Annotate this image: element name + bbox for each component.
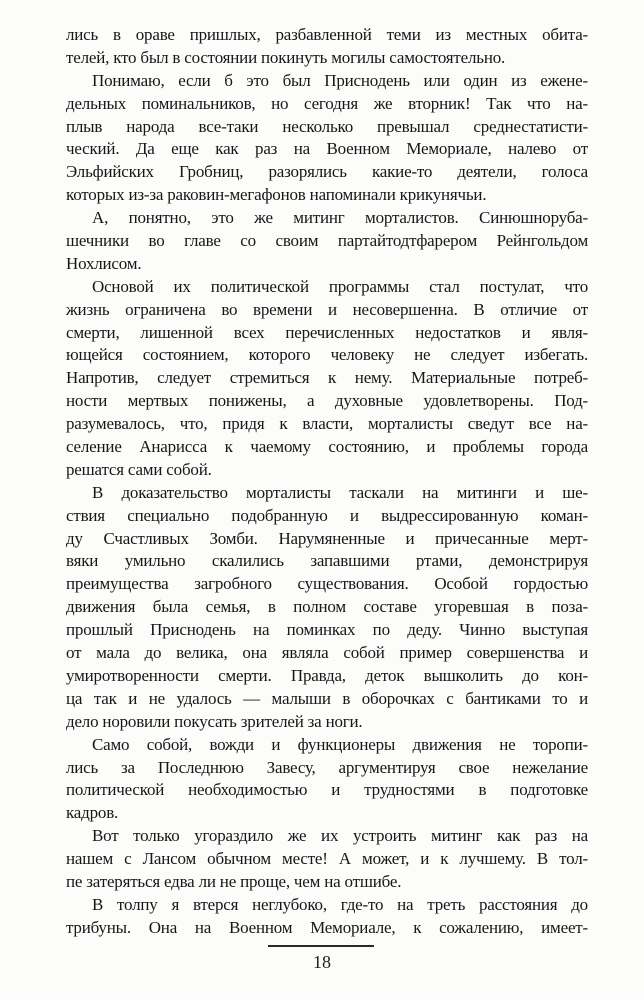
text-line: Эльфийских Гробниц, разорялись какие-то деятели, голоса: [66, 162, 588, 182]
text-line: политической необходимостью и трудностями в подготовке: [66, 780, 588, 800]
footer-rule: [268, 945, 374, 947]
text-line: ческий. Да еще как раз на Военном Мемориале, налево от: [66, 139, 588, 159]
text-line: ца так и не удалось — малыши в оборочках с бантиками то и: [66, 688, 588, 708]
body-text: [66, 24, 588, 940]
text-line: преимущества загробного существования. Особой гордостью: [66, 574, 588, 594]
text-line: жизнь ограничена во времени и несовершенна. В отличие от: [66, 299, 588, 319]
text-line: нашем с Лансом обычном месте! А может, и к лучшему. В тол-: [66, 849, 588, 869]
text-line: дело норовили покусать зрителей за ноги.: [66, 711, 363, 731]
text-line: смерти, лишенной всех перечисленных недостатков и явля-: [66, 322, 588, 342]
text-line: плыв народа все-таки несколько превышал среднестатисти-: [66, 116, 588, 136]
text-line: В толпу я втерся неглубоко, где-то на треть расстояния до: [92, 894, 588, 914]
text-line: Само собой, вожди и функционеры движения не торопи-: [92, 734, 588, 754]
text-line: умиротворенности смерти. Правда, деток вышколить до кон-: [66, 665, 588, 685]
text-line: от мала до велика, она являла собой пример совершенства и: [66, 643, 588, 663]
text-line: Нохлисом.: [66, 253, 142, 273]
text-line: Основой их политической программы стал постулат, что: [92, 276, 588, 296]
text-line: разумевалось, что, придя к власти, морталисты сведут все на-: [66, 414, 588, 434]
text-line: прошлый Приснодень на поминках по деду. Чинно выступая: [66, 620, 588, 640]
text-line: ющейся состоянием, которого человеку не следует избегать.: [66, 345, 588, 365]
text-line: которых из-за раковин-мегафонов напоминали крикунячьи.: [66, 185, 487, 205]
text-line: пе затеряться едва ли не проще, чем на отшибе.: [66, 871, 402, 891]
text-line: Напротив, следует стремиться к нему. Материальные потреб-: [66, 368, 588, 388]
text-line: ности мертвых понижены, а духовные удовлетворены. Под-: [66, 391, 588, 411]
text-line: лись в ораве пришлых, разбавленной теми из местных обита-: [66, 25, 588, 44]
text-line: В доказательство морталисты таскали на митинги и ше-: [92, 482, 588, 502]
text-line: движения была семья, в полном составе угоревшая в поза-: [66, 597, 588, 617]
text-line: Вот только угораздило же их устроить митинг как раз на: [92, 826, 588, 846]
text-line: ствия специально подобранную и выдрессированную коман-: [66, 505, 588, 525]
page-number: 18: [313, 952, 331, 972]
text-line: телей, кто был в состоянии покинуть могилы самостоятельно.: [66, 47, 506, 67]
text-line: селение Анарисса к чаемому состоянию, и проблемы города: [66, 437, 588, 457]
text-line: шечники во главе со своим партайтодтфарером Рейнгольдом: [66, 231, 588, 251]
text-line: кадров.: [66, 803, 119, 823]
text-line: Понимаю, если б это был Приснодень или один из ежене-: [92, 70, 588, 90]
text-line: решатся сами собой.: [66, 459, 212, 479]
text-line: А, понятно, это же митинг морталистов. Синюшноруба-: [92, 208, 588, 228]
text-line: трибуны. Она на Военном Мемориале, к сожалению, имеет-: [66, 917, 588, 937]
text-line: ду Счастливых Зомби. Нарумяненные и причесанные мерт-: [66, 528, 588, 548]
text-line: лись за Последнюю Завесу, аргументируя свое нежелание: [66, 757, 588, 777]
text-line: вяки умильно скалились запавшими ртами, демонстрируя: [66, 551, 588, 571]
text-line: дельных поминальников, но сегодня же вторник! Так что на-: [66, 93, 588, 113]
